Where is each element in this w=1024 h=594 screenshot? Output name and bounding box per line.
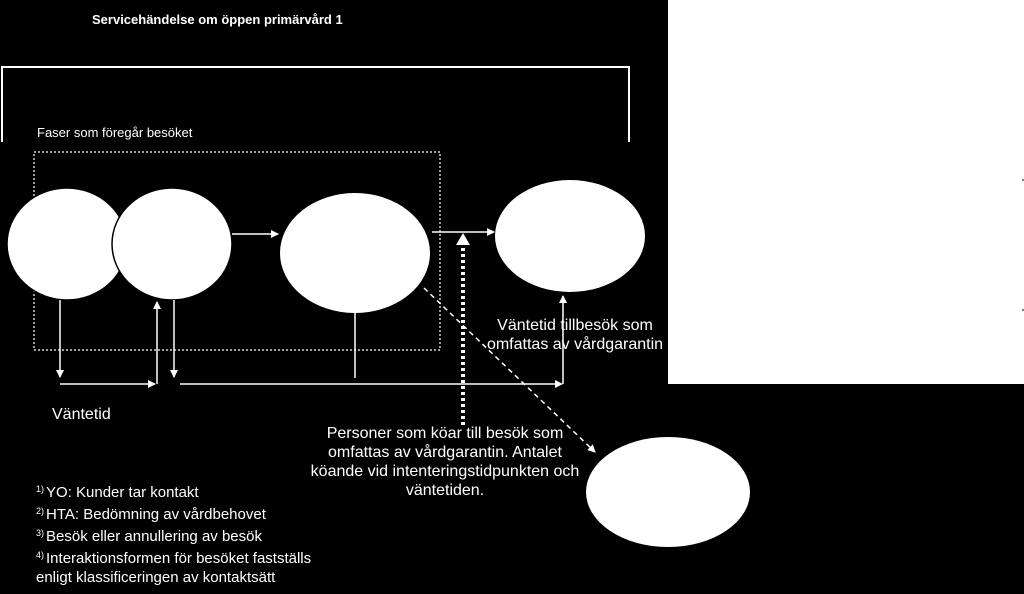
queue-description: Personer som köar till besök som omfattas av vårdgarantin. Antalet köande vid intenteringstidpunkten och väntetiden. (310, 425, 580, 499)
node-queue (586, 437, 750, 547)
footnotes (36, 480, 376, 587)
footnote-3: $^{3)}$ Besök eller annullering av besök (36, 528, 262, 545)
node-visit (495, 180, 645, 292)
footnote-4-continuation: enligt klassificeringen av kontaktsätt (36, 569, 276, 586)
footnote-4: $^{4)}$ Interaktionsformen för besöket fastställs (36, 550, 312, 567)
diagram-title: Servicehändelse om öppen primärvård 1 (92, 12, 343, 27)
footnote-1: $^{1)}$ YO: Kunder tar kontakt (36, 484, 199, 501)
phase-label: Faser som föregår besöket (37, 125, 193, 140)
wait-label: Väntetid (52, 406, 111, 423)
node-visit-decision (280, 193, 430, 313)
panel-edge-ticks (1018, 0, 1024, 384)
node-assessment (112, 188, 232, 300)
white-panel (668, 0, 1024, 384)
node-contact (7, 188, 127, 300)
queue-dotted-arrowhead (456, 233, 470, 245)
footnote-2: $^{2)}$ HTA: Bedömning av vårdbehovet (36, 506, 266, 523)
wait-guarantee-label: Väntetid tillbesök som omfattas av vårdgarantin (486, 317, 664, 353)
